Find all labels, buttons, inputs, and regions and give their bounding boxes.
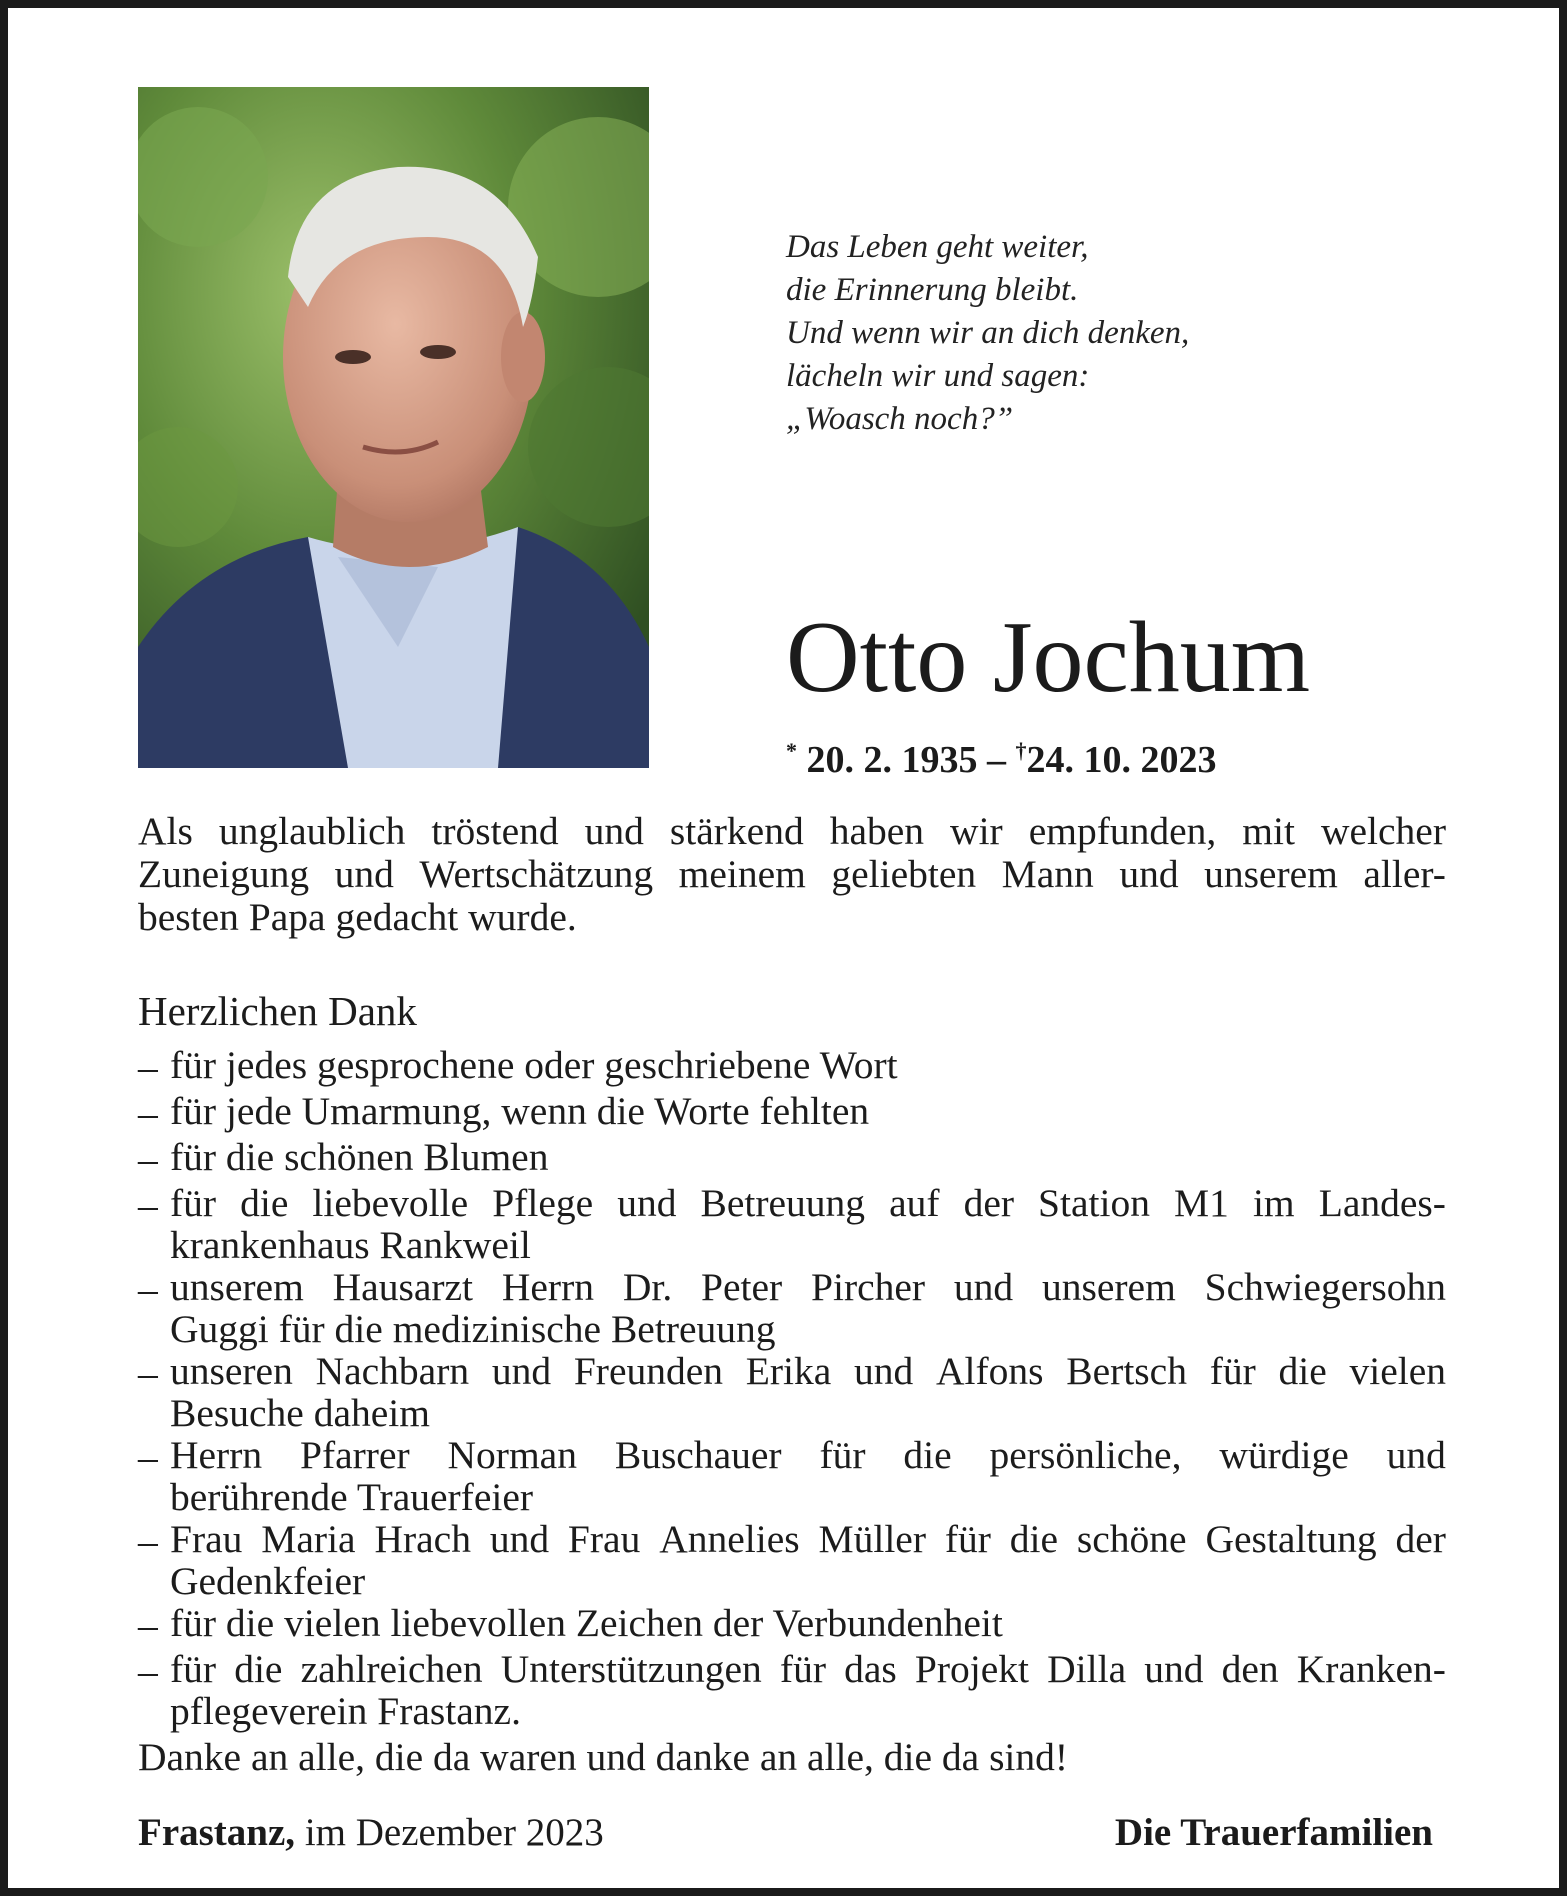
place: Frastanz,: [138, 1811, 296, 1854]
list-dash: –: [138, 1649, 158, 1693]
poem-line: „Woasch noch?”: [786, 401, 1014, 437]
list-dash: –: [138, 1045, 158, 1089]
list-dash: –: [138, 1435, 158, 1479]
poem-line: Das Leben geht weiter,: [786, 229, 1089, 265]
thanks-item: [138, 1266, 1446, 1350]
birth-date: 20. 2. 1935: [806, 739, 978, 781]
thanks-item: [138, 1518, 1446, 1602]
thanks-item-line: für die schönen Blumen: [170, 1135, 549, 1179]
thanks-item: [138, 1648, 1446, 1732]
intro-line: Zuneigung und Wertschätzung meinem geliebten Mann und unserem aller-: [138, 852, 1446, 896]
thanks-item-line: für die zahlreichen Unterstützungen für das Projekt Dilla und den Kranken-: [170, 1647, 1446, 1691]
birth-symbol: *: [786, 738, 797, 763]
list-dash: –: [138, 1519, 158, 1563]
thanks-item-line: für die vielen liebevollen Zeichen der Verbundenheit: [170, 1601, 1003, 1645]
life-dates: [786, 726, 1386, 785]
list-dash: –: [138, 1091, 158, 1135]
memorial-poem: [786, 226, 1426, 441]
thanks-item: [138, 1044, 1446, 1090]
thanks-item-line: Frau Maria Hrach und Frau Annelies Müller für die schöne Gestaltung der: [170, 1517, 1446, 1561]
list-dash: –: [138, 1351, 158, 1395]
thanks-item-line: unserem Hausarzt Herrn Dr. Peter Pircher und unserem Schwiegersohn: [170, 1265, 1446, 1309]
date-separator: –: [987, 739, 1006, 781]
thanks-item: [138, 1090, 1446, 1136]
list-dash: –: [138, 1603, 158, 1647]
thanks-item-line: Gedenkfeier: [170, 1559, 366, 1603]
poem-line: Und wenn wir an dich denken,: [786, 315, 1190, 351]
footer: [138, 1810, 1433, 1856]
thanks-item-line: für jede Umarmung, wenn die Worte fehlten: [170, 1089, 870, 1133]
closing-line: [138, 1736, 1446, 1778]
thanks-item-line: Guggi für die medizinische Betreuung: [170, 1307, 776, 1351]
list-dash: –: [138, 1183, 158, 1227]
thanks-list: [138, 1044, 1446, 1732]
thanks-item-line: pflegeverein Frastanz.: [170, 1689, 521, 1733]
date: im Dezember 2023: [295, 1811, 604, 1854]
poem-line: die Erinnerung bleibt.: [786, 272, 1079, 308]
thanks-item-line: Besuche daheim: [170, 1391, 430, 1435]
thanks-item-line: für jedes gesprochene oder geschriebene Wort: [170, 1043, 898, 1087]
thanks-item-line: für die liebevolle Pflege und Betreuung auf der Station M1 im Landes-: [170, 1181, 1446, 1225]
death-symbol: †: [1015, 738, 1027, 763]
thanks-item-line: Herrn Pfarrer Norman Buschauer für die persönliche, würdige und: [170, 1433, 1446, 1477]
intro-line: Als unglaublich tröstend und stärkend haben wir empfunden, mit welcher: [138, 809, 1446, 853]
thanks-item: [138, 1434, 1446, 1518]
intro-line: besten Papa gedacht wurde.: [138, 895, 577, 939]
thanks-item-line: unseren Nachbarn und Freunden Erika und Alfons Bertsch für die vielen: [170, 1349, 1446, 1393]
thanks-item: [138, 1182, 1446, 1266]
signature: Die Trauerfamilien: [1114, 1811, 1433, 1854]
thanks-item: [138, 1602, 1446, 1648]
intro-paragraph: [138, 810, 1446, 939]
thanks-item: [138, 1136, 1446, 1182]
thanks-item-line: krankenhaus Rankweil: [170, 1223, 531, 1267]
list-dash: –: [138, 1267, 158, 1311]
portrait-photo: [138, 87, 649, 768]
deceased-name: Otto Jochum: [786, 601, 1311, 714]
thanks-item: [138, 1350, 1446, 1434]
poem-line: lächeln wir und sagen:: [786, 358, 1090, 394]
list-dash: –: [138, 1137, 158, 1181]
death-date: 24. 10. 2023: [1026, 739, 1217, 781]
place-date: [138, 1810, 604, 1856]
thanks-item-line: berührende Trauerfeier: [170, 1475, 534, 1519]
closing-text: Danke an alle, die da waren und danke an alle, die da sind!: [138, 1735, 1069, 1779]
thanks-heading: Herzlichen Dank: [138, 988, 417, 1034]
